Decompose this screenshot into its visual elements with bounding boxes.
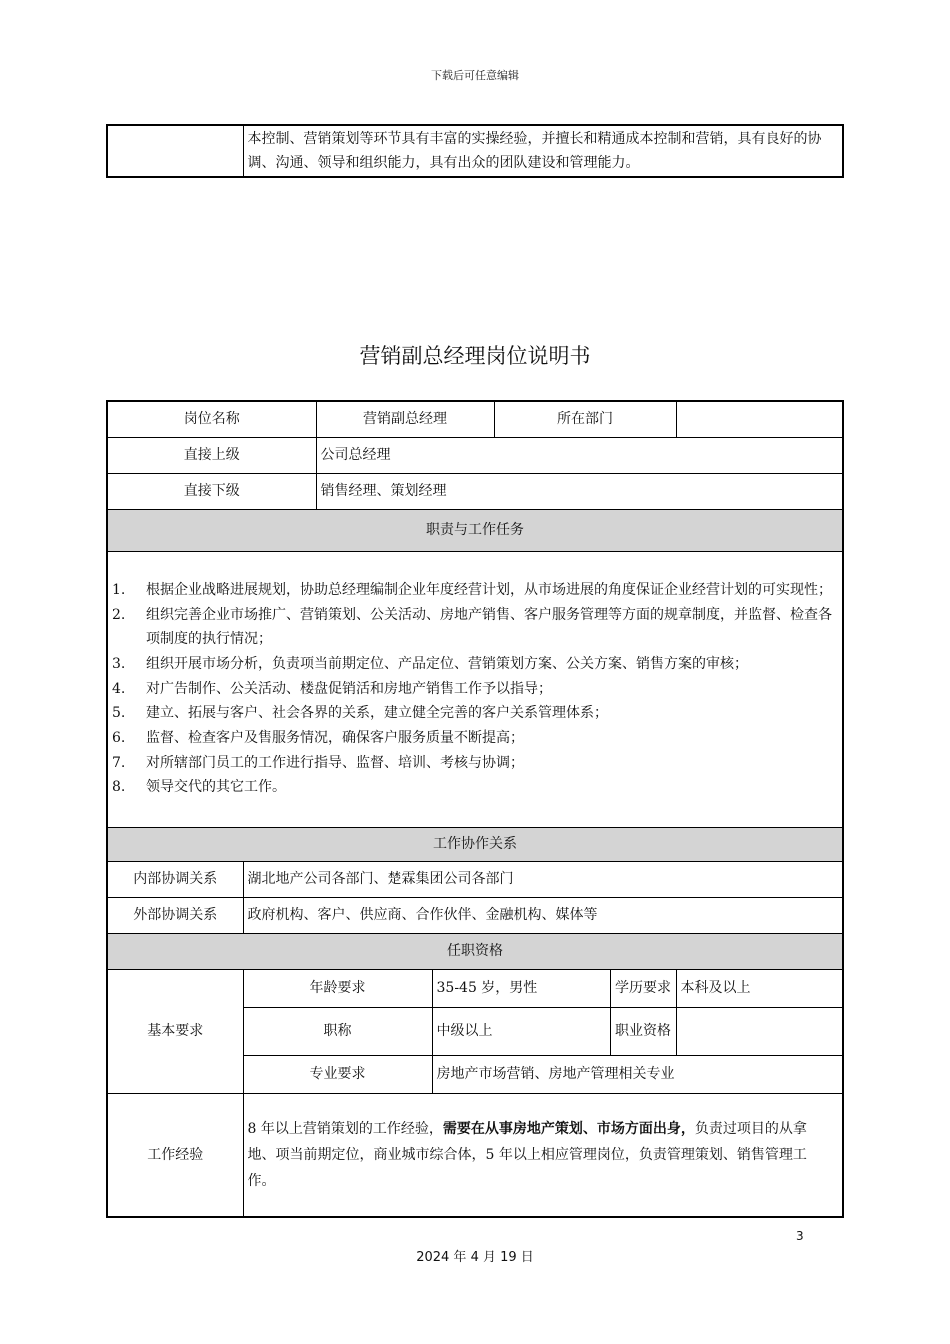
major-value: 房地产市场营销、房地产管理相关专业 [432, 1055, 843, 1093]
duty-item: 2. 组织完善企业市场推广、营销策划、公关活动、房地产销售、客户服务管理等方面的规章制度，并监督、检查各项制度的执行情况； [112, 606, 832, 648]
subordinate-value: 销售经理、策划经理 [316, 473, 843, 509]
age-label: 年龄要求 [243, 969, 432, 1007]
page-number: 3 [796, 1229, 804, 1243]
duties-list [107, 551, 843, 827]
duty-item: 8. 领导交代的其它工作。 [112, 779, 286, 796]
superior-label: 直接上级 [107, 437, 316, 473]
qualification-header: 任职资格 [107, 933, 843, 969]
experience-value [243, 1093, 843, 1217]
external-relation-label: 外部协调关系 [107, 897, 243, 933]
age-value: 35-45 岁，男性 [432, 969, 610, 1007]
subordinate-label: 直接下级 [107, 473, 316, 509]
certification-value [676, 1007, 843, 1055]
superior-value: 公司总经理 [316, 437, 843, 473]
external-relation-value: 政府机构、客户、供应商、合作伙伴、金融机构、媒体等 [243, 897, 843, 933]
duty-item: 3. 组织开展市场分析，负责项当前期定位、产品定位、营销策划方案、公关方案、销售方案的审核； [112, 655, 748, 672]
experience-text-1: 8 年以上营销策划的工作经验， [247, 1120, 443, 1137]
duty-item: 5. 建立、拓展与客户、社会各界的关系，建立健全完善的客户关系管理体系； [112, 705, 608, 722]
previous-table-fragment [106, 124, 844, 178]
major-label: 专业要求 [243, 1055, 432, 1093]
row-superior [107, 437, 843, 473]
duties-header: 职责与工作任务 [107, 509, 843, 551]
row-position-name [107, 401, 843, 437]
department-label: 所在部门 [494, 401, 676, 437]
education-label: 学历要求 [610, 969, 676, 1007]
footer-date: 2024 年 4 月 19 日 [416, 1250, 534, 1265]
title-label: 职称 [243, 1007, 432, 1055]
cooperation-header: 工作协作关系 [107, 827, 843, 861]
experience-text-2: 负责过项目的从拿地、项当前期定位，商业城市综合体，5 年以上相应管理岗位，负责管理策划、销售管理工作。 [247, 1120, 807, 1189]
document-title: 营销副总经理岗位说明书 [359, 344, 591, 368]
job-description-table [106, 400, 844, 1218]
certification-label: 职业资格 [610, 1007, 676, 1055]
fragment-text: 本控制、营销策划等环节具有丰富的实操经验，并擅长和精通成本控制和营销，具有良好的协调、沟通、领导和组织能力，具有出众的团队建设和管理能力。 [243, 125, 843, 177]
duty-item: 1. 根据企业战略进展规划，协助总经理编制企业年度经营计划，从市场进展的角度保证企业经营计划的可实现性； [112, 581, 832, 598]
duty-item: 4. 对广告制作、公关活动、楼盘促销活和房地产销售工作予以指导； [112, 680, 552, 697]
experience-label: 工作经验 [107, 1093, 243, 1217]
internal-relation-value: 湖北地产公司各部门、楚霖集团公司各部门 [243, 861, 843, 897]
duty-item: 6. 监督、检查客户及售服务情况，确保客户服务质量不断提高； [112, 730, 524, 747]
department-value [676, 401, 843, 437]
position-name-label: 岗位名称 [107, 401, 316, 437]
education-value: 本科及以上 [676, 969, 843, 1007]
title-value: 中级以上 [432, 1007, 610, 1055]
basic-requirement-label: 基本要求 [107, 969, 243, 1093]
position-name-value: 营销副总经理 [316, 401, 494, 437]
header-note: 下载后可任意编辑 [431, 69, 519, 82]
experience-text-bold: 需要在从事房地产策划、市场方面出身， [442, 1120, 695, 1137]
duty-item: 7. 对所辖部门员工的工作进行指导、监督、培训、考核与协调； [112, 754, 524, 771]
row-subordinate [107, 473, 843, 509]
internal-relation-label: 内部协调关系 [107, 861, 243, 897]
fragment-label-cell [107, 125, 243, 177]
